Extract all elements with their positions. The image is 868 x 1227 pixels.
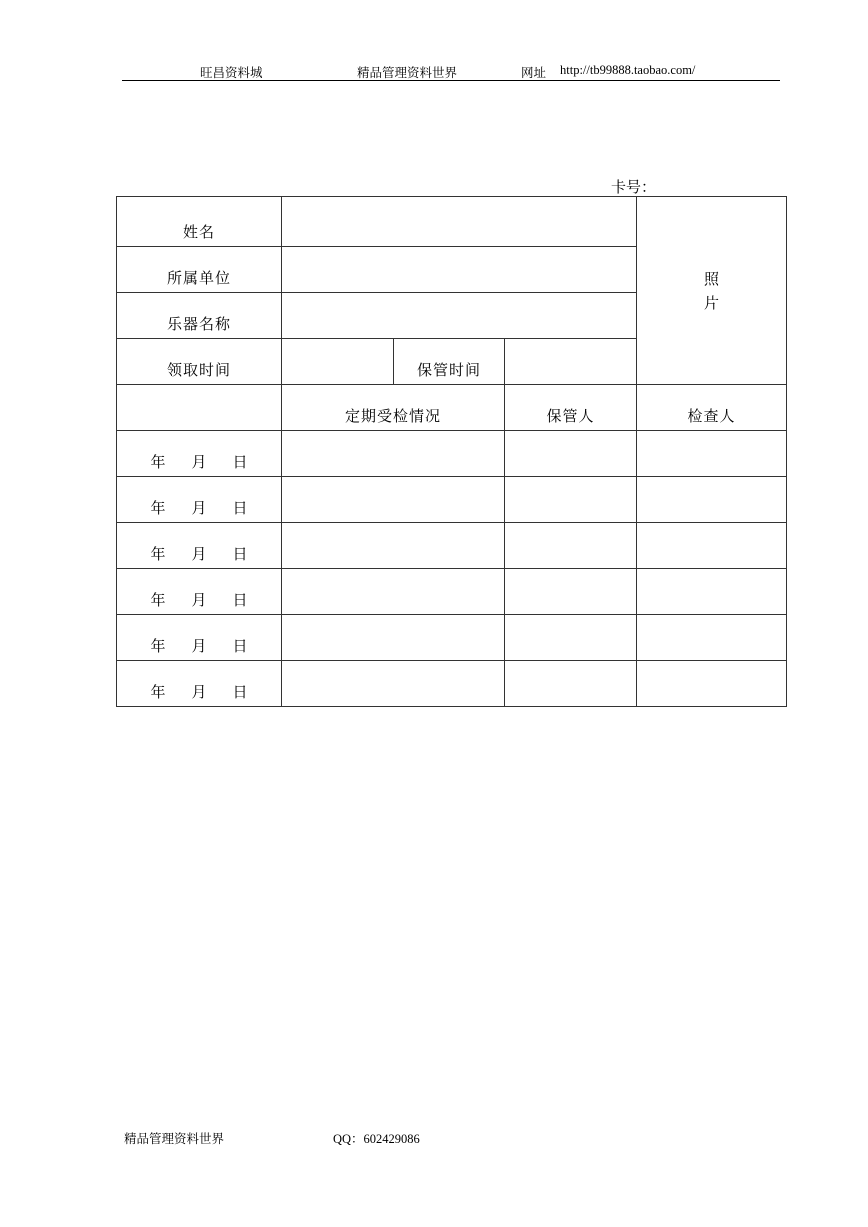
- date-cell[interactable]: [117, 661, 282, 707]
- table-row: [117, 523, 787, 569]
- inspection-cell[interactable]: [282, 431, 505, 477]
- inspection-column-header: 定期受检情况: [282, 385, 505, 431]
- instrument-label: 乐器名称: [117, 293, 282, 339]
- date-cell[interactable]: [117, 615, 282, 661]
- table-row: [117, 615, 787, 661]
- header-url[interactable]: http://tb99888.taobao.com/: [560, 63, 696, 77]
- unit-field[interactable]: [282, 247, 637, 293]
- year-label: 年: [150, 683, 166, 701]
- inspection-cell[interactable]: [282, 569, 505, 615]
- header-url-label: 网址: [521, 66, 547, 80]
- instrument-card-form: [116, 196, 787, 707]
- keeper-cell[interactable]: [505, 661, 637, 707]
- name-label: 姓名: [117, 197, 282, 247]
- year-label: 年: [150, 499, 166, 517]
- keeper-cell[interactable]: [505, 615, 637, 661]
- year-label: 年: [150, 591, 166, 609]
- photo-label-2: 片: [704, 293, 720, 312]
- day-label: 日: [232, 499, 248, 517]
- photo-label-1: 照: [704, 269, 720, 288]
- receive-time-label: 领取时间: [117, 339, 282, 385]
- footer-qq: QQ：602429086: [333, 1132, 420, 1146]
- year-label: 年: [150, 545, 166, 563]
- inspector-cell[interactable]: [637, 615, 787, 661]
- month-label: 月: [191, 499, 207, 517]
- table-row: [117, 477, 787, 523]
- header-shop-name: 旺昌资料城: [200, 66, 263, 80]
- inspector-cell[interactable]: [637, 431, 787, 477]
- inspection-cell[interactable]: [282, 615, 505, 661]
- inspector-column-header: 检查人: [637, 385, 787, 431]
- keep-time-field[interactable]: [505, 339, 637, 385]
- month-label: 月: [191, 591, 207, 609]
- day-label: 日: [232, 637, 248, 655]
- header-rule: [122, 80, 780, 81]
- year-label: 年: [150, 637, 166, 655]
- card-number-label: 卡号：: [611, 178, 657, 196]
- table-row: [117, 569, 787, 615]
- date-cell[interactable]: [117, 431, 282, 477]
- keeper-cell[interactable]: [505, 569, 637, 615]
- header-slogan: 精品管理资料世界: [357, 66, 458, 80]
- keeper-cell[interactable]: [505, 477, 637, 523]
- inspector-cell[interactable]: [637, 477, 787, 523]
- keeper-column-header: 保管人: [505, 385, 637, 431]
- year-label: 年: [150, 453, 166, 471]
- keeper-cell[interactable]: [505, 523, 637, 569]
- month-label: 月: [191, 683, 207, 701]
- inspector-cell[interactable]: [637, 523, 787, 569]
- month-label: 月: [191, 545, 207, 563]
- inspection-rows: [117, 431, 787, 707]
- day-label: 日: [232, 453, 248, 471]
- date-cell[interactable]: [117, 477, 282, 523]
- footer-site: 精品管理资料世界: [124, 1132, 225, 1146]
- unit-label: 所属单位: [117, 247, 282, 293]
- keeper-cell[interactable]: [505, 431, 637, 477]
- inspector-cell[interactable]: [637, 661, 787, 707]
- month-label: 月: [191, 453, 207, 471]
- table-row: [117, 661, 787, 707]
- photo-box[interactable]: [637, 197, 787, 385]
- inspection-cell[interactable]: [282, 477, 505, 523]
- date-cell[interactable]: [117, 523, 282, 569]
- inspection-cell[interactable]: [282, 661, 505, 707]
- month-label: 月: [191, 637, 207, 655]
- table-row: [117, 431, 787, 477]
- day-label: 日: [232, 683, 248, 701]
- date-column-header: [117, 385, 282, 431]
- instrument-field[interactable]: [282, 293, 637, 339]
- day-label: 日: [232, 545, 248, 563]
- day-label: 日: [232, 591, 248, 609]
- name-field[interactable]: [282, 197, 637, 247]
- keep-time-label: 保管时间: [394, 339, 505, 385]
- inspector-cell[interactable]: [637, 569, 787, 615]
- inspection-cell[interactable]: [282, 523, 505, 569]
- receive-time-field[interactable]: [282, 339, 394, 385]
- date-cell[interactable]: [117, 569, 282, 615]
